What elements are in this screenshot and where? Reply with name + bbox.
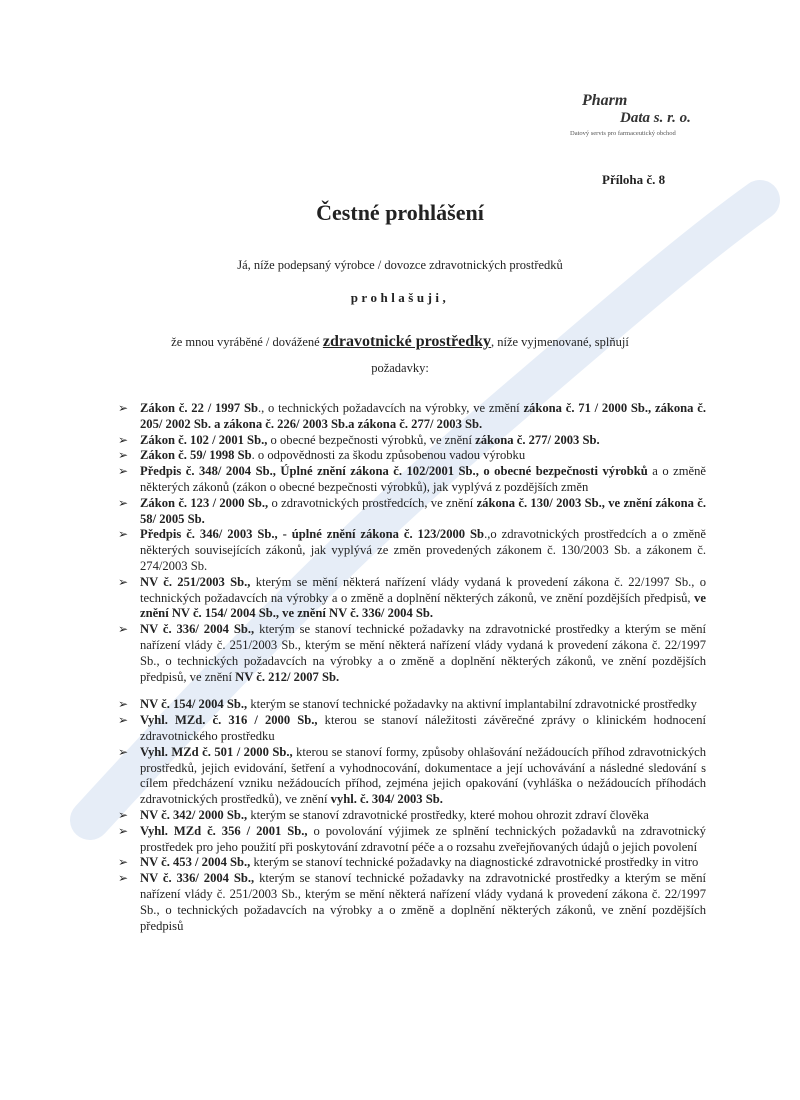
bullet-arrow-icon: ➢: [118, 622, 129, 637]
list-item: [118, 745, 706, 808]
regulation-ref: NV č. 154/ 2004 Sb.,: [140, 697, 248, 712]
bullet-arrow-icon: ➢: [118, 697, 129, 712]
regulation-text: a o změně některých zákonů (zákon o obecné bezpečnosti výrobků), jak vyplývá z pozdějších změn: [140, 464, 706, 494]
list-item: [118, 464, 706, 496]
bullet-arrow-icon: ➢: [118, 448, 129, 463]
intro-text: Já, níže podepsaný výrobce / dovozce zdravotnických prostředků: [237, 258, 563, 272]
list-item: [118, 401, 706, 433]
regulation-ref: zákona č. 71 / 2000 Sb., zákona č. 205/ 2002 Sb. a zákona č. 226/ 2003 Sb.a zákona č. 277/ 2003 Sb.: [140, 401, 707, 431]
regulation-ref: Předpis č. 346/ 2003 Sb., - úplné znění zákona č. 123/2000 Sb: [140, 527, 485, 542]
bullet-arrow-icon: ➢: [118, 823, 129, 838]
regulation-text: kterým se stanoví technické požadavky na diagnostické zdravotnické prostředky in vitro: [250, 855, 699, 870]
list-item: [118, 871, 706, 934]
regulation-text: kterým se stanoví technické požadavky na aktivní implantabilní zdravotnické prostředky: [247, 697, 697, 712]
logo-tagline: Datový servis pro farmaceutický obchod: [570, 130, 676, 137]
regulation-list: [118, 401, 706, 934]
regulation-text: kterou se stanoví formy, způsoby ohlašování nežádoucích příhod zdravotnických prostředků, jejich evidování, šetření a vyhodnocování, dokumentace a její uchovávání a následné sledování s cílem předcházení vzniku nežádoucích příhod, zejména jejich opakování (vyhláška o nežádoucích příhodách zdravotnických prostředků), ve znění: [140, 744, 707, 807]
regulation-ref: NV č. 342/ 2000 Sb.,: [140, 807, 248, 822]
attachment-label: Příloha č. 8: [602, 172, 666, 187]
regulation-text: kterým se stanoví technické požadavky na zdravotnické prostředky a kterým se mění nařízení vlády č. 251/2003 Sb., kterým se mění některá nařízení vlády vydaná k provedení zákona č. 22/1997 Sb., o technických požadavcích na výrobky a o změně a doplnění některých zákonů, ve znění pozdějších předpisů, ve znění: [140, 622, 706, 684]
regulation-text: .,o zdravotnických prostředcích a o změně některých souvisejících zákonů, jak vyplývá ze změn provedených zákonem č. 130/2003 Sb. a zákonem č. 274/2003 Sb.: [140, 527, 706, 573]
regulation-text: kterým se stanoví zdravotnické prostředky, které mohou ohrozit zdraví člověka: [247, 807, 649, 822]
regulation-ref: Vyhl. MZd č. 356 / 2001 Sb.,: [140, 823, 308, 838]
bullet-arrow-icon: ➢: [118, 401, 129, 415]
regulation-ref: zákona č. 130/ 2003 Sb., ve znění zákona č. 58/ 2005 Sb.: [140, 495, 706, 526]
list-item: [118, 855, 706, 871]
regulation-text: kterým se stanoví technické požadavky na zdravotnické prostředky a kterým se mění nařízení vlády č. 251/2003 Sb., kterým se mění některá nařízení vlády vydaná k provedení zákona č. 22/1997 Sb., o technických požadavcích na výrobky a o změně a doplnění některých zákonů, ve znění pozdějších předpisů: [140, 871, 706, 933]
list-item: [118, 697, 706, 713]
bullet-arrow-icon: ➢: [118, 713, 129, 728]
bullet-arrow-icon: ➢: [118, 574, 129, 589]
regulation-ref: Vyhl. MZd: [140, 744, 199, 759]
regulation-ref: NV č. 251/2003 Sb.,: [140, 574, 251, 589]
regulation-ref: NV č. 336/ 2004 Sb.,: [140, 871, 255, 886]
regulation-ref: Zákon č. 22 / 1997 Sb: [140, 401, 258, 415]
logo-line2: Data s. r. o.: [620, 110, 691, 126]
statement-highlight: zdravotnické prostředky: [322, 333, 491, 350]
statement-before: že mnou vyráběné / dovážené: [171, 335, 323, 349]
regulation-text: o povolování výjimek ze splnění technických požadavků na zdravotnický prostředek pro jeho použití při poskytování zdravotní péče a o rozsahu zveřejňovaných údajů o jejich povolení: [140, 823, 706, 854]
bullet-arrow-icon: ➢: [118, 855, 129, 870]
page-title: Čestné prohlášení: [316, 200, 484, 225]
regulation-ref: zákona č. 277/ 2003 Sb.: [475, 432, 600, 447]
regulation-ref: vyhl. č. 304/ 2003 Sb.: [330, 792, 443, 807]
regulation-ref: č. 501 / 2000 Sb.,: [202, 744, 293, 759]
logo-line1: Pharm: [582, 92, 628, 109]
bullet-arrow-icon: ➢: [118, 871, 129, 886]
list-item: [118, 575, 706, 622]
bullet-arrow-icon: ➢: [118, 495, 129, 510]
regulation-ref: Zákon č. 123 / 2000 Sb.,: [140, 495, 269, 510]
regulation-text: . o odpovědnosti za škodu způsobenou vadou výrobku: [251, 448, 526, 463]
statement-text: [0, 333, 800, 351]
regulation-ref: Zákon č. 59/ 1998 Sb: [140, 448, 252, 463]
regulation-ref: Zákon č. 102 / 2001 Sb.,: [140, 432, 268, 447]
company-logo: [570, 92, 720, 138]
requirements-label: požadavky:: [371, 361, 429, 375]
regulation-ref: Předpis č. 348/ 2004 Sb., Úplné znění zákona č. 102/2001 Sb., o obecné bezpečnosti výrobků: [140, 464, 648, 479]
bullet-arrow-icon: ➢: [118, 464, 129, 479]
regulation-ref: Vyhl. MZd. č. 316 / 2000 Sb.,: [140, 713, 318, 728]
regulation-ref: NV č. 453 / 2004 Sb.,: [140, 855, 251, 870]
list-item: [118, 808, 706, 824]
regulation-ref: ve znění NV č. 154/ 2004 Sb., ve znění NV č. 336/ 2004 Sb.: [140, 590, 706, 621]
declare-text: prohlašuji,: [350, 290, 450, 305]
regulation-text: ., o technických požadavcích na výrobky, ve změní: [257, 401, 524, 415]
regulation-ref: NV č. 212/ 2007 Sb.: [235, 669, 340, 684]
bullet-arrow-icon: ➢: [118, 744, 129, 759]
bullet-arrow-icon: ➢: [118, 527, 129, 542]
list-item: [118, 448, 706, 464]
regulation-text: kterou se stanoví náležitosti závěrečné zprávy o klinickém hodnocení zdravotnického prostředku: [140, 713, 706, 743]
list-item: [118, 496, 706, 528]
statement-after: , níže vyjmenované, splňují: [490, 335, 629, 349]
list-item: [118, 622, 706, 685]
bullet-arrow-icon: ➢: [118, 807, 129, 822]
regulation-text: o zdravotnických prostředcích, ve znění: [268, 495, 477, 510]
list-item: [118, 527, 706, 574]
regulation-text: kterým se mění některá nařízení vlády vydaná k provedení zákona č. 22/1997 Sb., o technických požadavcích na výrobky a o změně a doplnění některých zákonů, ve znění pozdějších předpisů,: [140, 574, 707, 605]
regulation-ref: NV č. 336/ 2004 Sb.,: [140, 622, 255, 637]
regulation-text: o obecné bezpečnosti výrobků, ve znění: [267, 432, 476, 447]
list-item: [118, 713, 706, 745]
list-item: [118, 824, 706, 856]
list-item: [118, 433, 706, 449]
bullet-arrow-icon: ➢: [118, 432, 129, 447]
